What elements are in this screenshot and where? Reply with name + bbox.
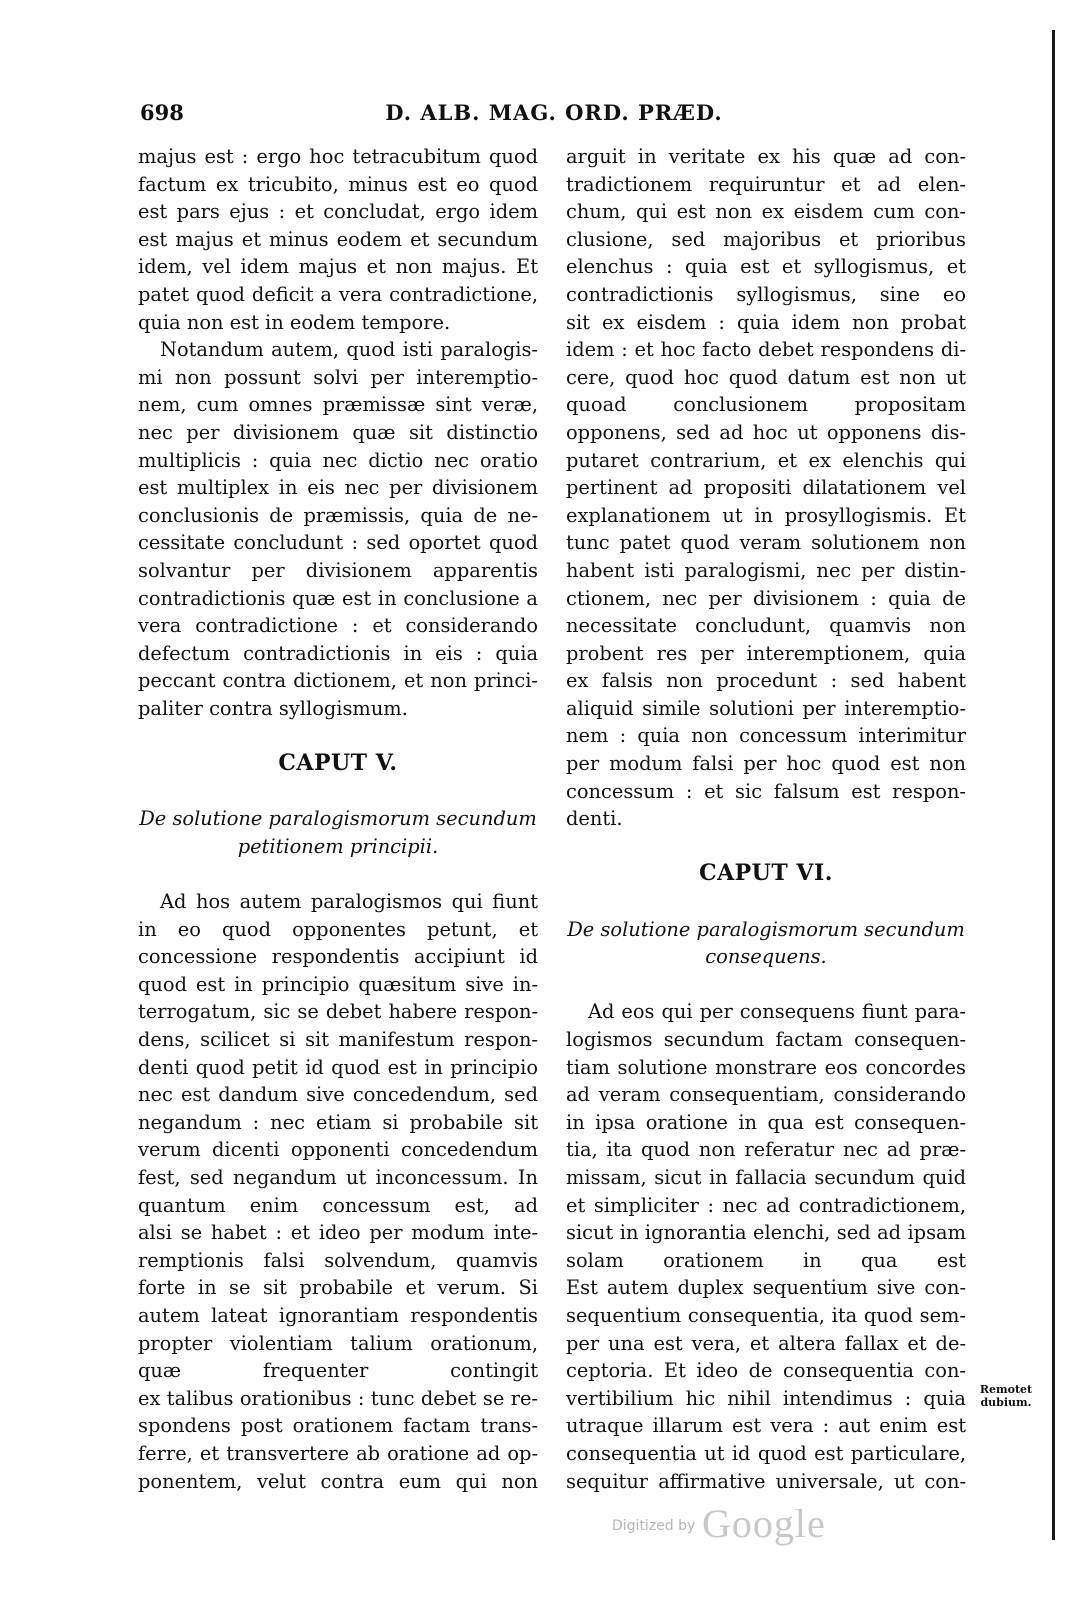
left-text-line — [138, 860, 538, 888]
right-text-line: habent isti paralogismi, nec per distin- — [566, 558, 966, 582]
left-text-line: verum dicenti opponenti concedendum — [138, 1138, 538, 1162]
page-header — [140, 100, 968, 136]
left-text-line: quantum enim concessum est, ad — [138, 1193, 538, 1217]
left-text-line: Notandum autem, quod isti paralogis- — [160, 338, 538, 362]
right-text-line: cere, quod hoc quod datum est non ut — [566, 365, 966, 389]
right-text-line: aliquid simile solutioni per interemptio- — [566, 696, 966, 720]
left-text-line: multiplicis : quia nec dictio nec oratio — [138, 448, 538, 472]
left-text-line: propter violentiam talium orationum, — [138, 1331, 538, 1355]
right-text-line: missam, sicut in fallacia secundum quid — [566, 1165, 966, 1189]
running-head: D. ALB. MAG. ORD. PRÆD. — [385, 100, 723, 125]
left-text-line: conclusionis de præmissis, quia de ne- — [138, 503, 538, 527]
left-text-line: patet quod deficit a vera contradictione, — [138, 282, 538, 306]
right-text-line: vertibilium hic nihil intendimus : quia — [566, 1386, 966, 1410]
right-text-line: tunc patet quod veram solutionem non — [566, 531, 966, 555]
right-text-line: sicut in ignorantia elenchi, sed ad ipsam — [566, 1221, 966, 1245]
digitized-by-text: Digitized by — [612, 1518, 696, 1534]
left-text-line: factum ex tricubito, minus est eo quod — [138, 172, 538, 196]
left-text-line: defectum contradictionis in eis : quia — [138, 641, 538, 665]
left-text-line — [138, 722, 538, 750]
right-text-line: idem : et hoc facto debet respondens di- — [566, 338, 966, 362]
left-text-line: mi non possunt solvi per interemptio- — [138, 365, 538, 389]
right-text-line: per una est vera, et altera fallax et de- — [566, 1331, 966, 1355]
right-text-line: ad veram consequentiam, considerando — [566, 1083, 966, 1107]
right-text-line: ceptoria. Et ideo de consequentia con- — [566, 1359, 966, 1383]
right-text-line — [566, 888, 966, 916]
right-text-line: logismos secundum factam consequen- — [566, 1028, 966, 1051]
left-chapter-subtitle: De solutione paralogismorum secundum — [139, 807, 537, 831]
left-text-line: terrogatum, sic se debet habere respon- — [138, 1000, 538, 1024]
right-text-line: putaret contrarium, et ex elenchis qui — [566, 448, 966, 472]
left-text-line: nem, cum omnes præmissæ sint veræ, — [138, 393, 538, 417]
right-text-line: in ipsa oratione in qua est consequen- — [566, 1110, 966, 1134]
left-text-line: peccant contra dictionem, et non princi- — [138, 669, 538, 693]
right-text-line: tia, ita quod non referatur nec ad præ- — [566, 1138, 966, 1162]
left-text-line: autem lateat ignorantiam respondentis — [138, 1303, 538, 1327]
right-chapter-subtitle: consequens. — [705, 945, 827, 969]
left-text-line: majus est : ergo hoc tetracubitum quod — [138, 145, 538, 168]
left-text-line: Ad hos autem paralogismos qui fiunt — [160, 890, 538, 914]
left-chapter-subtitle: petitionem principii. — [237, 834, 439, 858]
page-number: 698 — [140, 100, 184, 125]
right-text-line: explanationem ut in prosyllogismis. Et — [566, 503, 966, 527]
footer-watermark — [612, 1500, 852, 1550]
left-text-line: alsi se habet : et ideo per modum inte- — [138, 1221, 538, 1245]
left-text-line: quæ frequenter contingit — [138, 1359, 538, 1383]
left-text-line: ex talibus orationibus : tunc debet se re- — [138, 1386, 538, 1410]
margin-note — [976, 1383, 1036, 1409]
left-text-line: contradictionis quæ est in conclusione a — [138, 586, 538, 610]
left-column — [138, 143, 538, 1495]
right-text-line: utraque illarum est vera : aut enim est — [566, 1414, 966, 1438]
page-edge-rule — [1052, 30, 1055, 1540]
right-text-line: solam orationem in qua est — [566, 1248, 966, 1272]
left-text-line: spondens post orationem factam trans- — [138, 1414, 538, 1438]
right-text-line: arguit in veritate ex his quæ ad con- — [566, 145, 966, 168]
right-text-line: ex falsis non procedunt : sed habent — [566, 669, 966, 693]
right-text-line: contradictionis syllogismus, sine eo — [566, 282, 966, 306]
left-text-line: denti quod petit id quod est in principio — [138, 1055, 538, 1079]
left-text-line — [138, 778, 538, 806]
left-text-line: forte in se sit probabile et verum. Si — [138, 1276, 538, 1300]
right-text-line: et simpliciter : nec ad contradictionem, — [566, 1193, 966, 1217]
right-text-line: opponens, sed ad hoc ut opponens dis- — [566, 420, 966, 444]
right-text-line: concessum : et sic falsum est respon- — [566, 779, 966, 803]
right-text-line — [566, 971, 966, 999]
google-logo: Google — [702, 1501, 826, 1546]
right-text-line — [566, 833, 966, 861]
right-text-line: pertinent ad propositi dilatationem vel — [566, 476, 966, 500]
left-text-line: nec est dandum sive concedendum, sed — [138, 1083, 538, 1107]
right-text-line: tiam solutione monstrare eos concordes — [566, 1055, 966, 1079]
right-text-line: clusione, sed majoribus et prioribus — [566, 227, 966, 251]
right-text-line: ctionem, nec per divisionem : quia de — [566, 586, 966, 610]
right-text-line: per modum falsi per hoc quod est non — [566, 752, 966, 776]
right-column — [566, 143, 966, 1495]
right-text-line: sequitur affirmative universale, ut con- — [566, 1469, 966, 1493]
right-chapter-subtitle: De solutione paralogismorum secundum — [567, 917, 965, 941]
margin-note-line-2: dubium. — [980, 1396, 1032, 1409]
left-text-line: est pars ejus : et concludat, ergo idem — [138, 200, 538, 224]
left-text-line: cessitate concludunt : sed oportet quod — [138, 531, 538, 555]
right-text-line: sit ex eisdem : quia idem non probat — [566, 310, 966, 334]
left-text-line: negandum : nec etiam si probabile sit — [138, 1110, 538, 1134]
left-text-line: fest, sed negandum ut inconcessum. In — [138, 1165, 538, 1189]
right-chapter-heading: CAPUT VI. — [699, 860, 833, 887]
right-text-line: denti. — [566, 807, 623, 831]
left-text-line: est majus et minus eodem et secundum — [138, 227, 538, 251]
left-text-line: idem, vel idem majus et non majus. Et — [138, 255, 538, 279]
left-text-line: solvantur per divisionem apparentis — [138, 558, 538, 582]
left-text-line: vera contradictione : et considerando — [138, 614, 538, 638]
left-text-line: dens, scilicet si sit manifestum respon- — [138, 1028, 538, 1051]
right-text-line: chum, qui est non ex eisdem cum con- — [566, 200, 966, 224]
margin-note-line-1: Remotet — [979, 1383, 1033, 1396]
left-text-line: concessione respondentis accipiunt id — [138, 945, 538, 969]
right-text-line: necessitate concludunt, quamvis non — [566, 614, 966, 638]
left-text-line: remptionis falsi solvendum, quamvis — [138, 1248, 538, 1272]
right-text-line: Est autem duplex sequentium sive con- — [566, 1276, 966, 1300]
right-text-line: Ad eos qui per consequens fiunt para- — [588, 1000, 966, 1024]
right-text-line: consequentia ut id quod est particulare, — [566, 1441, 966, 1465]
left-text-line: in eo quod opponentes petunt, et — [138, 917, 538, 941]
right-text-line: sequentium consequentia, ita quod sem- — [566, 1303, 966, 1327]
left-text-line: paliter contra syllogismum. — [138, 696, 408, 720]
left-text-line: ponentem, velut contra eum qui non — [138, 1469, 538, 1493]
right-text-line: elenchus : quia est et syllogismus, et — [566, 255, 966, 279]
right-text-line: probent res per interemptionem, quia — [566, 641, 966, 665]
right-text-line: nem : quia non concessum interimitur — [566, 724, 966, 748]
left-text-line: ferre, et transvertere ab oratione ad op- — [138, 1441, 538, 1465]
left-text-line: est multiplex in eis nec per divisionem — [138, 476, 538, 500]
right-text-line: tradictionem requiruntur et ad elen- — [566, 172, 966, 196]
left-chapter-heading: CAPUT V. — [278, 750, 398, 777]
left-text-line: nec per divisionem quæ sit distinctio — [138, 420, 538, 444]
left-text-line: quod est in principio quæsitum sive in- — [138, 972, 538, 996]
left-text-line: quia non est in eodem tempore. — [138, 310, 451, 334]
right-text-line: quoad conclusionem propositam — [566, 393, 966, 417]
